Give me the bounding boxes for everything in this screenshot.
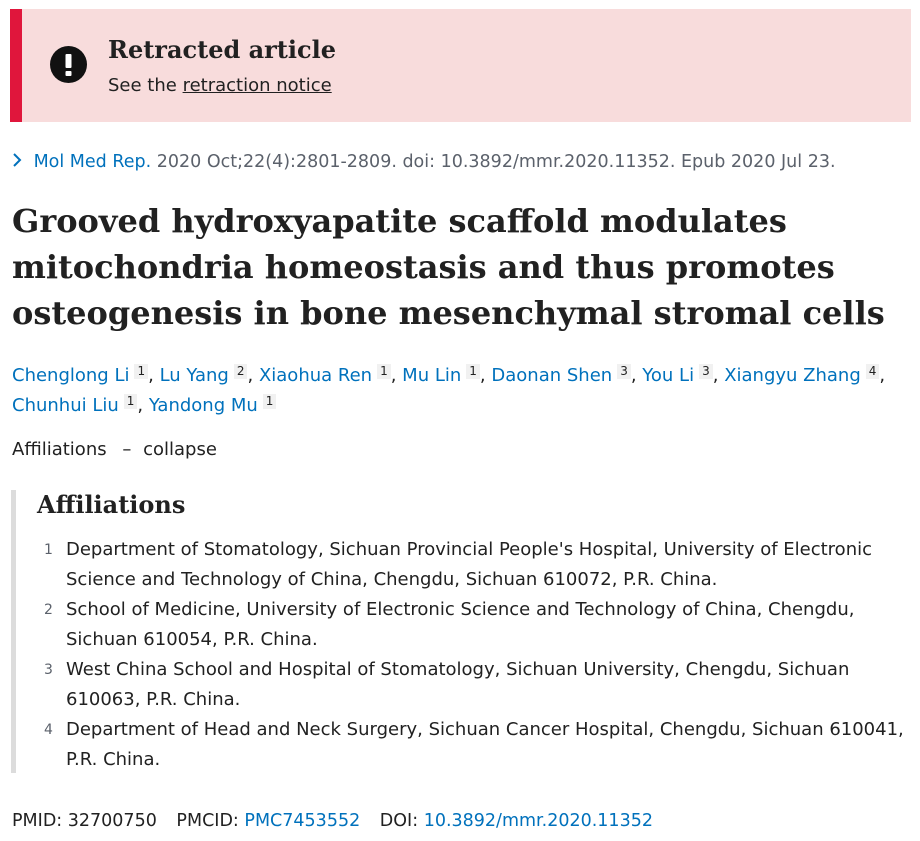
doi-label: DOI: — [379, 811, 419, 831]
author-name-link[interactable]: Daonan Shen — [491, 365, 613, 386]
affiliations-toggle — [12, 439, 217, 460]
affiliation-text: Department of Stomatology, Sichuan Provincial People's Hospital, University of Electronic Science and Technology of China, Chengdu, Sichuan 610072, P.R. China. — [66, 539, 873, 590]
affiliation-marker[interactable]: 2 — [234, 364, 248, 379]
affiliation-marker[interactable]: 1 — [134, 364, 148, 379]
affiliation-number: 4 — [44, 722, 53, 738]
article-title: Grooved hydroxyapatite scaffold modulates mitochondria homeostasis and thus promotes osteogenesis in bone mesenchymal stromal cells — [12, 202, 885, 332]
pmid-label: PMID: — [12, 811, 63, 831]
affiliation-marker[interactable]: 1 — [263, 394, 277, 409]
affiliations-list — [16, 535, 916, 775]
author — [491, 365, 636, 386]
author-name-link[interactable]: Chunhui Liu — [12, 395, 119, 416]
identifiers-line — [12, 811, 667, 831]
separator: , — [630, 365, 637, 386]
author-name-link[interactable]: Lu Yang — [159, 365, 229, 386]
affiliations-heading: Affiliations — [37, 490, 186, 519]
affiliation-number: 3 — [44, 662, 53, 678]
affiliation-marker[interactable]: 3 — [699, 364, 713, 379]
affiliation-item — [16, 535, 916, 595]
pmcid-label: PMCID: — [176, 811, 239, 831]
dash-icon: – — [122, 439, 132, 460]
author — [642, 365, 718, 386]
doi-link[interactable]: 10.3892/mmr.2020.11352 — [423, 811, 653, 831]
citation-line — [12, 152, 836, 172]
affiliation-number: 1 — [44, 542, 53, 558]
author-name-link[interactable]: Mu Lin — [402, 365, 462, 386]
separator: , — [247, 365, 254, 386]
banner-text — [108, 75, 332, 96]
exclamation-circle-icon — [50, 46, 87, 83]
author — [160, 365, 254, 386]
pmid-group — [12, 811, 162, 831]
affiliation-marker[interactable]: 1 — [377, 364, 391, 379]
affiliations-panel — [11, 490, 911, 773]
separator: , — [148, 365, 154, 386]
citation-details: 2020 Oct;22(4):2801-2809. doi: 10.3892/mmr.2020.11352. Epub 2020 Jul 23. — [156, 152, 836, 172]
affiliation-item — [16, 715, 916, 775]
affiliation-marker[interactable]: 3 — [617, 364, 631, 379]
retraction-notice-link[interactable]: retraction notice — [182, 75, 332, 96]
retraction-banner — [10, 9, 911, 122]
author — [402, 365, 485, 386]
pmcid-group — [176, 811, 365, 831]
affiliation-text: School of Medicine, University of Electronic Science and Technology of China, Chengdu, Sichuan 610054, P.R. China. — [66, 599, 855, 650]
affiliation-text: Department of Head and Neck Surgery, Sichuan Cancer Hospital, Chengdu, Sichuan 610041, P.R. China. — [66, 719, 904, 770]
author — [259, 365, 397, 386]
separator: , — [479, 365, 486, 386]
chevron-right-icon[interactable] — [12, 152, 28, 172]
banner-prefix: See the — [108, 75, 177, 96]
separator: , — [390, 365, 397, 386]
separator: , — [137, 395, 144, 416]
affiliation-marker[interactable]: 1 — [466, 364, 480, 379]
pmcid-link[interactable]: PMC7453552 — [244, 811, 361, 831]
author-name-link[interactable]: Xiangyu Zhang — [724, 365, 861, 386]
pmid-value: 32700750 — [67, 811, 157, 831]
affiliation-item — [16, 595, 916, 655]
separator: , — [879, 365, 886, 386]
author — [12, 365, 154, 386]
affiliation-item — [16, 655, 916, 715]
affiliations-toggle-label: Affiliations — [12, 439, 107, 460]
authors-list — [12, 361, 907, 421]
author — [724, 365, 885, 386]
author-name-link[interactable]: Xiaohua Ren — [258, 365, 373, 386]
doi-group — [380, 811, 653, 831]
separator: , — [712, 365, 719, 386]
affiliation-text: West China School and Hospital of Stomatology, Sichuan University, Chengdu, Sichuan 610063, P.R. China. — [66, 659, 850, 710]
author-name-link[interactable]: You Li — [642, 365, 695, 386]
journal-link[interactable]: Mol Med Rep. — [33, 152, 152, 172]
author — [149, 395, 277, 416]
author — [12, 395, 143, 416]
banner-title: Retracted article — [108, 35, 336, 64]
affiliation-number: 2 — [44, 602, 53, 618]
author-name-link[interactable]: Yandong Mu — [148, 395, 258, 416]
collapse-button[interactable]: collapse — [143, 439, 217, 460]
author-name-link[interactable]: Chenglong Li — [12, 365, 130, 386]
affiliation-marker[interactable]: 1 — [124, 394, 138, 409]
affiliation-marker[interactable]: 4 — [866, 364, 880, 379]
